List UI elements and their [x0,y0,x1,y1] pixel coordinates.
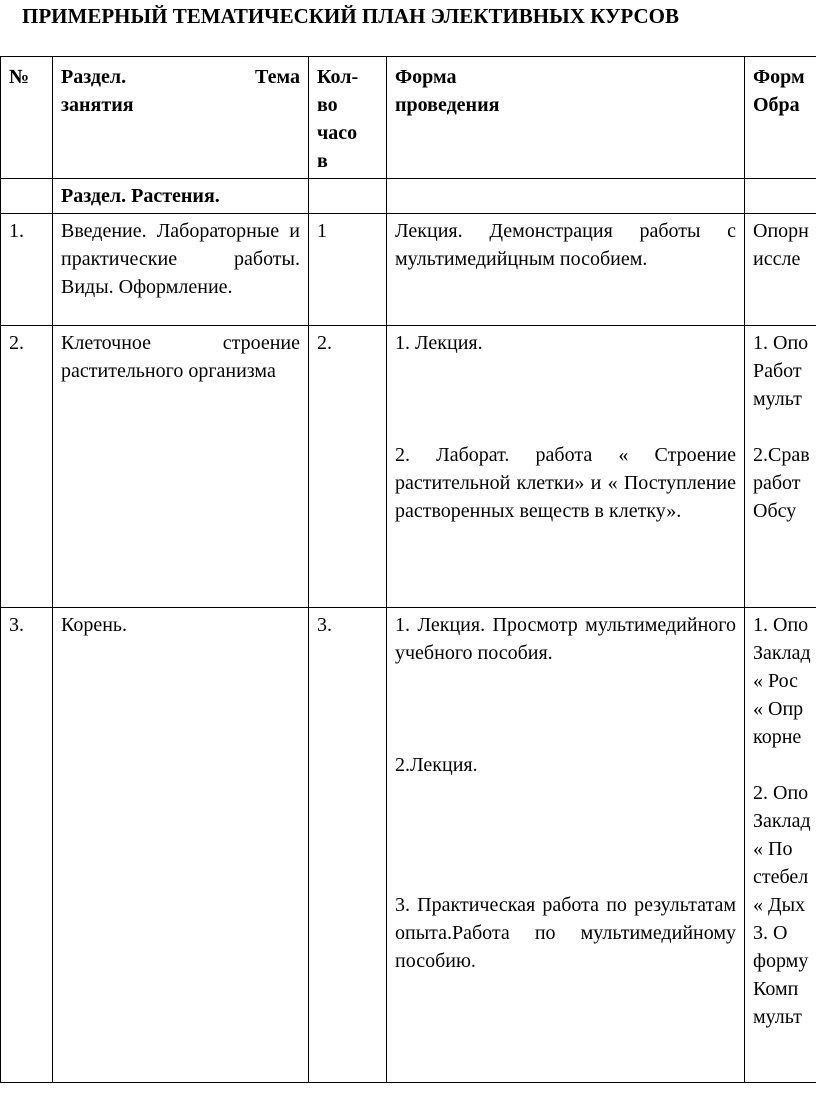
row-hours: 2. [309,326,387,608]
row-topic: Корень. [53,608,309,1083]
header-form: Форма проведения [387,57,745,179]
table-header-row [1,57,816,179]
row-form: 1. Лекция. Просмотр мультимедийного учебного пособия. 2.Лекция. 3. Практическая работа по результатам опыта.Работа по мультимедийному пособию. [387,608,745,1083]
row-hours: 1 [309,214,387,326]
row-form2: Опорн иссле [745,214,816,326]
row-form2: 1. Опо Заклад « Рос « Опр корне 2. Опо Заклад « По стебел « Дых 3. О форму Комп мульт [745,608,816,1083]
row-num: 1. [1,214,53,326]
page-title: ПРИМЕРНЫЙ ТЕМАТИЧЕСКИЙ ПЛАН ЭЛЕКТИВНЫХ КУРСОВ [22,4,679,28]
header-topic: Раздел. Тема занятия [53,57,309,179]
header-hours: Кол- во часо в [309,57,387,179]
section-label: Раздел. Растения. [53,179,309,214]
thematic-plan-table [0,56,816,1083]
table-row [1,608,816,1083]
table-row [1,326,816,608]
table-row [1,214,816,326]
row-hours: 3. [309,608,387,1083]
row-form2: 1. Опо Работ мульт 2.Срав работ Обсу [745,326,816,608]
header-form2: Форм Обра [745,57,816,179]
row-num: 2. [1,326,53,608]
header-num: № [1,57,53,179]
row-topic: Клеточное строение растительного организма [53,326,309,608]
section-row [1,179,816,214]
row-form: Лекция. Демонстрация работы с мультимедийцным пособием. [387,214,745,326]
row-topic: Введение. Лабораторные и практические работы. Виды. Оформление. [53,214,309,326]
row-num: 3. [1,608,53,1083]
row-form: 1. Лекция. 2. Лаборат. работа « Строение растительной клетки» и « Поступление растворенных веществ в клетку». [387,326,745,608]
